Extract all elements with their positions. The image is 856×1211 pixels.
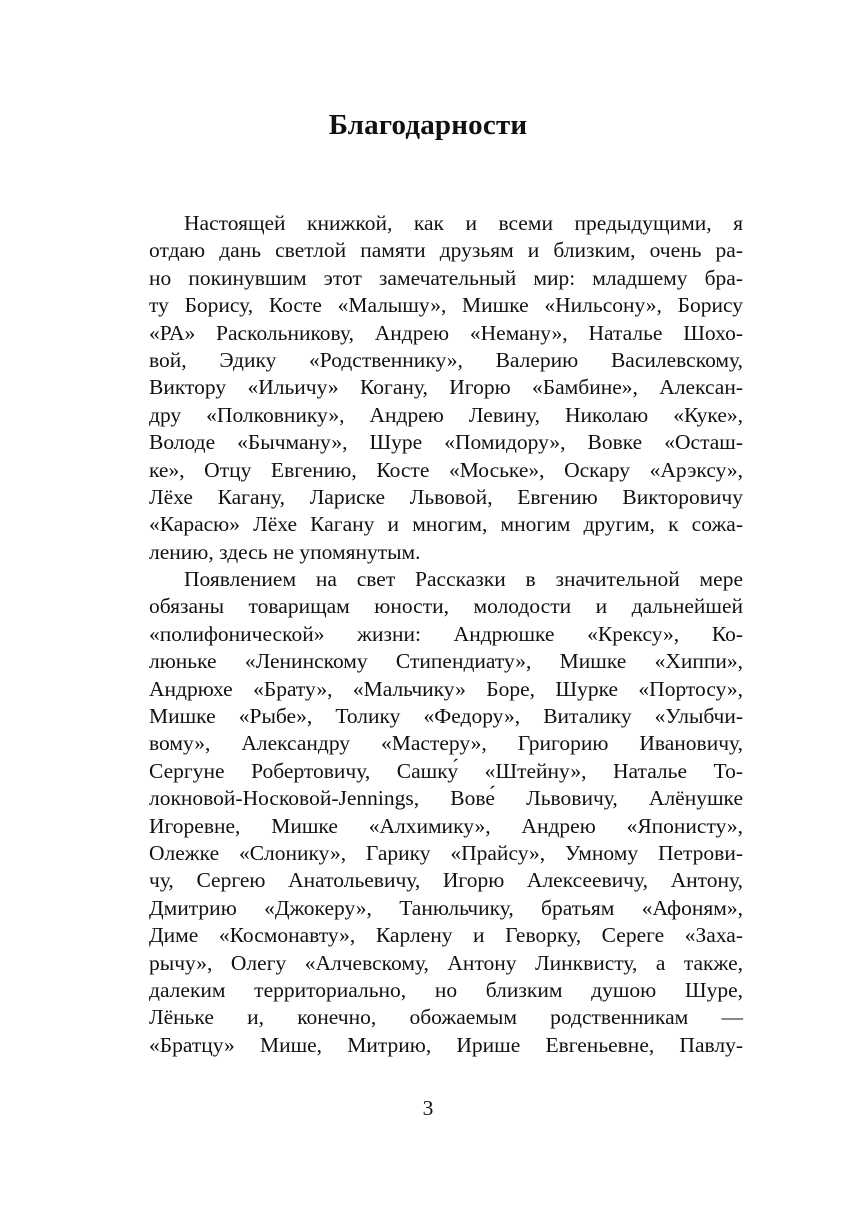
text-line: вой, Эдику «Родственнику», Валерию Василевскому, bbox=[149, 347, 743, 372]
text-line: «Карасю» Лёхе Кагану и многим, многим другим, к сожа- bbox=[149, 512, 743, 537]
text-line: Виктору «Ильичу» Когану, Игорю «Бамбине», Алексан- bbox=[149, 375, 743, 400]
text-line: отдаю дань светлой памяти друзьям и близким, очень ра- bbox=[149, 238, 743, 263]
body-text bbox=[149, 210, 743, 1059]
text-line: Лёхе Кагану, Лариске Львовой, Евгению Викторовичу bbox=[149, 484, 743, 509]
text-line: Дмитрию «Джокеру», Танюльчику, братьям «Афоням», bbox=[149, 895, 743, 920]
text-line: чу, Сергею Анатольевичу, Игорю Алексеевичу, Антону, bbox=[149, 868, 743, 893]
text-line: Мишке «Рыбе», Толику «Федору», Виталику «Улыбчи- bbox=[149, 704, 743, 729]
text-line: Володе «Бычману», Шуре «Помидору», Вовке «Осташ- bbox=[149, 430, 743, 455]
text-line: ке», Отцу Евгению, Косте «Моське», Оскару «Арэксу», bbox=[149, 457, 743, 482]
text-line: рычу», Олегу «Алчевскому, Антону Линквисту, а также, bbox=[149, 950, 743, 975]
page-title: Благодарности bbox=[328, 109, 528, 141]
text-line: Олежке «Слонику», Гарику «Прайсу», Умному Петрови- bbox=[149, 840, 743, 865]
text-line: далеким территориально, но близким душою Шуре, bbox=[149, 977, 743, 1002]
text-line: «Братцу» Мише, Митрию, Ирише Евгеньевне, Павлу- bbox=[149, 1032, 743, 1057]
text-line: ту Борису, Косте «Малышу», Мишке «Нильсону», Борису bbox=[149, 293, 743, 318]
text-line: Лёньке и, конечно, обожаемым родственникам — bbox=[149, 1005, 743, 1030]
text-line: дру «Полковнику», Андрею Левину, Николаю «Куке», bbox=[149, 402, 743, 427]
text-line: обязаны товарищам юности, молодости и дальнейшей bbox=[149, 594, 743, 619]
text-line: люньке «Ленинскому Стипендиату», Мишке «Хиппи», bbox=[149, 649, 743, 674]
text-line: «полифонической» жизни: Андрюшке «Крексу», Ко- bbox=[149, 621, 743, 646]
text-line: локновой-Носковой-Jennings, Вове́ Львовичу, Алёнушке bbox=[149, 786, 743, 811]
text-line: Андрюхе «Брату», «Мальчику» Боре, Шурке «Портосу», bbox=[149, 676, 743, 701]
text-line: вому», Александру «Мастеру», Григорию Ивановичу, bbox=[149, 731, 743, 756]
paragraph-1 bbox=[149, 210, 743, 566]
text-line: Настоящей книжкой, как и всеми предыдущими, я bbox=[184, 211, 743, 235]
text-line: Игоревне, Мишке «Алхимику», Андрею «Японисту», bbox=[149, 813, 743, 838]
text-line: «РА» Раскольникову, Андрею «Неману», Наталье Шохо- bbox=[149, 320, 743, 345]
paragraph-2 bbox=[149, 566, 743, 1059]
text-line: лению, здесь не упомянутым. bbox=[149, 539, 421, 564]
text-line: но покинувшим этот замечательный мир: младшему бра- bbox=[149, 265, 743, 290]
page-number: 3 bbox=[422, 1096, 434, 1120]
text-line: Диме «Космонавту», Карлену и Геворку, Сереге «Заха- bbox=[149, 923, 743, 948]
text-line: Появлением на свет Рассказки в значительной мере bbox=[184, 567, 743, 592]
text-line: Сергуне Робертовичу, Сашку́ «Штейну», Наталье То- bbox=[149, 758, 743, 783]
